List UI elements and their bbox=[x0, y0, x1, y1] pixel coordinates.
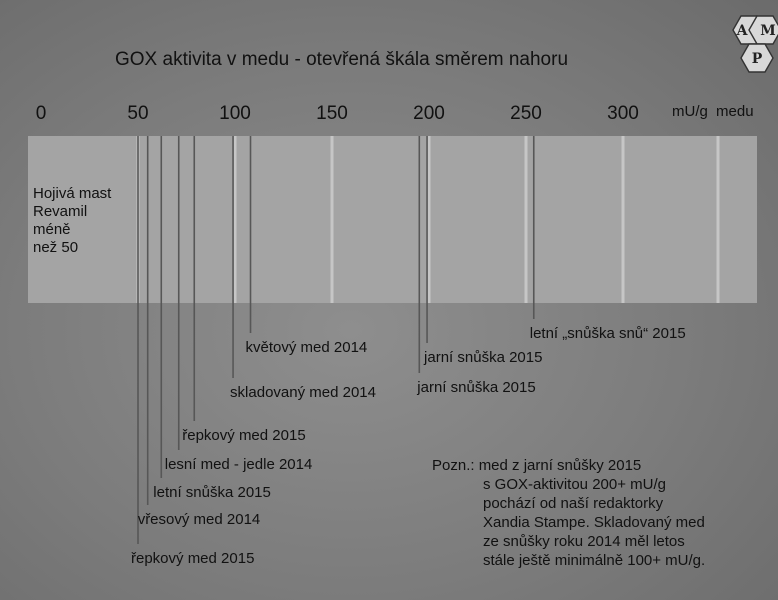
marker-label: řepkový med 2015 bbox=[182, 427, 306, 444]
unit-label bbox=[672, 103, 754, 120]
footnote-line: s GOX-aktivitou 200+ mU/g bbox=[483, 476, 666, 493]
logo-letter-a: A bbox=[736, 23, 748, 39]
amp-logo bbox=[733, 16, 778, 72]
tick-label: 50 bbox=[127, 103, 149, 124]
band-note-line: Revamil bbox=[33, 203, 88, 220]
footnote-line: stále ještě minimálně 100+ mU/g. bbox=[483, 552, 706, 569]
axis-ticks bbox=[36, 103, 639, 124]
unit-label-medu: medu bbox=[716, 103, 754, 120]
chart-title: GOX aktivita v medu - otevřená škála směrem nahoru bbox=[115, 49, 569, 70]
unit-label-mug: mU/g bbox=[672, 103, 708, 120]
tick-label: 150 bbox=[316, 103, 348, 124]
marker-label: lesní med - jedle 2014 bbox=[164, 456, 313, 473]
footnote-line: ze snůšky roku 2014 měl letos bbox=[483, 533, 685, 550]
marker-label: letní „snůška snů“ 2015 bbox=[529, 325, 686, 342]
marker-label: vřesový med 2014 bbox=[137, 511, 261, 528]
tick-label: 300 bbox=[607, 103, 639, 124]
footnote bbox=[432, 457, 709, 569]
tick-label: 200 bbox=[413, 103, 445, 124]
footnote-line: Xandia Stampe. Skladovaný med bbox=[483, 514, 705, 531]
marker-label: květový med 2014 bbox=[245, 339, 368, 356]
footnote-line: pochází od naší redaktorky bbox=[483, 495, 664, 512]
marker-label: jarní snůška 2015 bbox=[424, 349, 543, 366]
marker-label: řepkový med 2015 bbox=[131, 550, 255, 567]
marker-label: skladovaný med 2014 bbox=[230, 384, 376, 401]
tick-label: 250 bbox=[510, 103, 542, 124]
logo-letter-m: M bbox=[760, 23, 776, 39]
band-note-line: než 50 bbox=[33, 239, 79, 256]
tick-label: 0 bbox=[35, 103, 47, 124]
tick-label: 100 bbox=[219, 103, 251, 124]
band-note-line: Hojivá mast bbox=[33, 185, 112, 202]
logo-letter-p: P bbox=[751, 51, 763, 67]
marker-label: letní snůška 2015 bbox=[153, 484, 271, 501]
footnote-line: Pozn.: med z jarní snůšky 2015 bbox=[432, 457, 642, 474]
marker-label: jarní snůška 2015 bbox=[417, 379, 536, 396]
band-note-line: méně bbox=[33, 221, 71, 238]
